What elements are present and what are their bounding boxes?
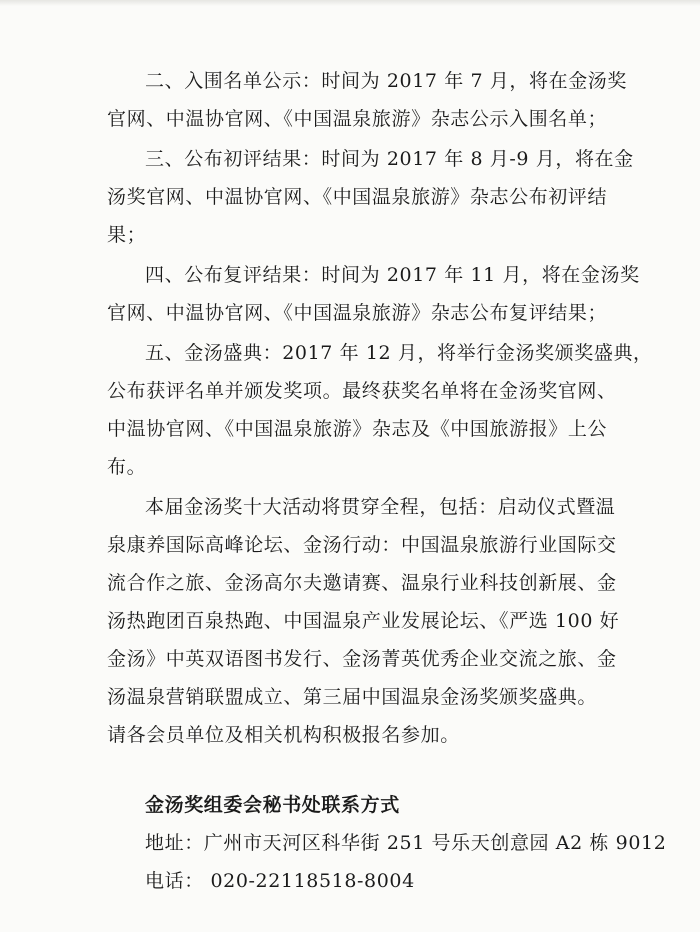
- text-line: 汤温泉营销联盟成立、第三届中国温泉金汤奖颁奖盛典。: [107, 686, 598, 708]
- text-line: 汤热跑团百泉热跑、中国温泉产业发展论坛、《严选 100 好: [107, 610, 620, 632]
- text-line: 三、公布初评结果：时间为 2017 年 8 月-9 月，将在金: [145, 148, 634, 170]
- paragraph-item-2: [107, 62, 628, 138]
- text-line: 官网、中温协官网、《中国温泉旅游》杂志公示入围名单；: [107, 108, 608, 130]
- paragraph-item-5: [107, 334, 653, 486]
- text-line: 泉康养国际高峰论坛、金汤行动：中国温泉旅游行业国际交: [107, 534, 617, 556]
- text-line: 金汤》中英双语图书发行、金汤菁英优秀企业交流之旅、金: [107, 648, 617, 670]
- contact-title: 金汤奖组委会秘书处联系方式: [145, 794, 400, 816]
- text-line: 果；: [107, 224, 147, 246]
- contact-address: 地址：广州市天河区科华街 251 号乐天创意园 A2 栋 9012: [145, 832, 667, 854]
- paragraph-activities: [107, 488, 620, 754]
- text-line: 二、入围名单公示：时间为 2017 年 7 月，将在金汤奖: [145, 70, 628, 92]
- text-line: 请各会员单位及相关机构积极报名参加。: [107, 724, 460, 746]
- text-line: 布。: [107, 456, 147, 478]
- contact-block: [107, 786, 667, 900]
- text-line: 官网、中温协官网、《中国温泉旅游》杂志公布复评结果；: [107, 302, 608, 324]
- scan-edge: [0, 0, 700, 6]
- contact-phone: 电话： 020-22118518-8004: [145, 870, 415, 892]
- text-line: 公布获评名单并颁发奖项。最终获奖名单将在金汤奖官网、: [107, 380, 617, 402]
- text-line: 中温协官网、《中国温泉旅游》杂志及《中国旅游报》上公: [107, 418, 608, 440]
- document-body: [107, 62, 667, 900]
- text-line: 本届金汤奖十大活动将贯穿全程，包括：启动仪式暨温: [145, 496, 616, 518]
- paragraph-item-3: [107, 140, 634, 254]
- paragraph-item-4: [107, 256, 640, 332]
- text-line: 五、金汤盛典：2017 年 12 月，将举行金汤奖颁奖盛典，: [145, 342, 653, 364]
- text-line: 四、公布复评结果：时间为 2017 年 11 月，将在金汤奖: [145, 264, 640, 286]
- text-line: 汤奖官网、中温协官网、《中国温泉旅游》杂志公布初评结: [107, 186, 608, 208]
- text-line: 流合作之旅、金汤高尔夫邀请赛、温泉行业科技创新展、金: [107, 572, 617, 594]
